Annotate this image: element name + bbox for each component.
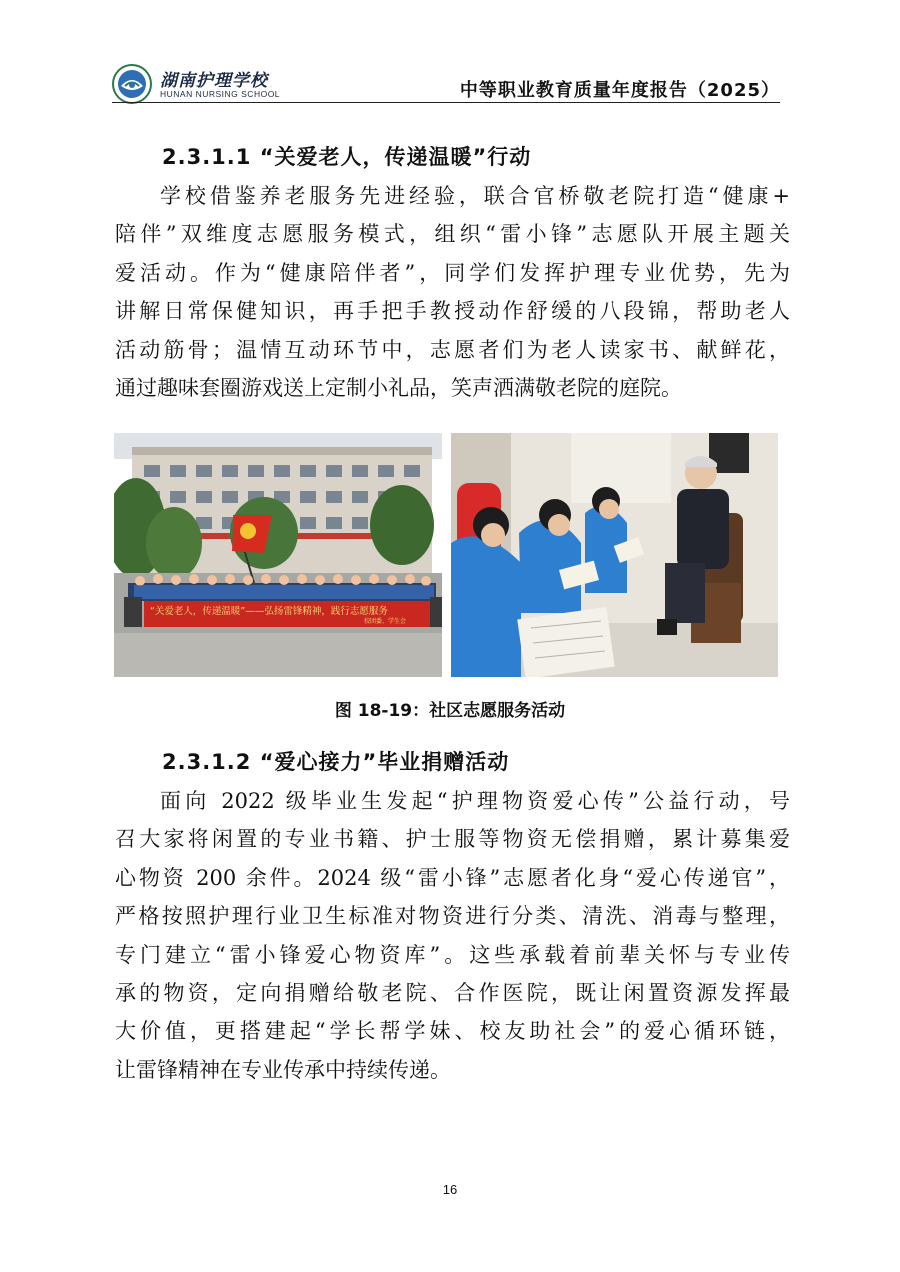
paragraph-line: 学校借鉴养老服务先进经验，联合官桥敬老院打造“健康+ [160,184,790,208]
photo-reading-to-elder [451,433,778,677]
group-photo-illustration [114,433,442,677]
header-divider [112,102,780,103]
banner-subtext: 校团委、学生会 [364,618,407,625]
paragraph-line: 通过趣味套圈游戏送上定制小礼品，笑声洒满敬老院的庭院。 [115,375,682,400]
paragraph-line: 召大家将闲置的专业书籍、护士服等物资无偿捐赠，累计募集爱 [115,827,790,852]
page-number: 16 [442,1182,458,1197]
paragraph-line: 大价值，更搭建起“学长帮学妹、校友助社会”的爱心循环链， [115,1019,790,1044]
school-emblem-icon [112,64,152,104]
school-name-cn: 湖南护理学校 [160,71,268,91]
paragraph-line: 让雷锋精神在专业传承中持续传递。 [115,1057,451,1082]
paragraph-line: 讲解日常保健知识，再手把手教授动作舒缓的八段锦，帮助老人 [115,299,790,324]
figure-caption: 图 18-19：社区志愿服务活动 [334,701,566,721]
section-heading-2-3-1-2: 2.3.1.2 “爱心接力”毕业捐赠活动 [162,750,510,774]
paragraph-line: 严格按照护理行业卫生标准对物资进行分类、清洗、消毒与整理， [115,904,790,929]
reading-photo-illustration [451,433,778,677]
paragraph-line: 陪伴”双维度志愿服务模式，组织“雷小锋”志愿队开展主题关 [115,222,790,247]
photo-group-volunteers [114,433,442,677]
section2-paragraph [115,782,790,1089]
page-header [112,60,780,104]
paragraph-line: 专门建立“雷小锋爱心物资库”。这些承载着前辈关怀与专业传 [115,942,790,967]
section-heading-2-3-1-1: 2.3.1.1 “关爱老人，传递温暖”行动 [162,145,532,169]
banner-text: “关爱老人，传递温暖”——弘扬雷锋精神，践行志愿服务 [150,606,388,617]
school-name-en: HUNAN NURSING SCHOOL [160,89,281,99]
paragraph-line: 活动筋骨；温情互动环节中，志愿者们为老人读家书、献鲜花， [115,337,790,362]
paragraph-line: 承的物资，定向捐赠给敬老院、合作医院，既让闲置资源发挥最 [115,980,790,1005]
document-title: 中等职业教育质量年度报告（2025） [459,80,780,101]
paragraph-line: 爱活动。作为“健康陪伴者”，同学们发挥护理专业优势，先为 [115,260,790,285]
school-logo [112,64,352,104]
paragraph-line: 面向 2022 级毕业生发起“护理物资爱心传”公益行动，号 [160,789,790,813]
paragraph-line: 心物资 200 余件。2024 级“雷小锋”志愿者化身“爱心传递官”， [115,865,790,890]
section1-paragraph [115,177,790,407]
